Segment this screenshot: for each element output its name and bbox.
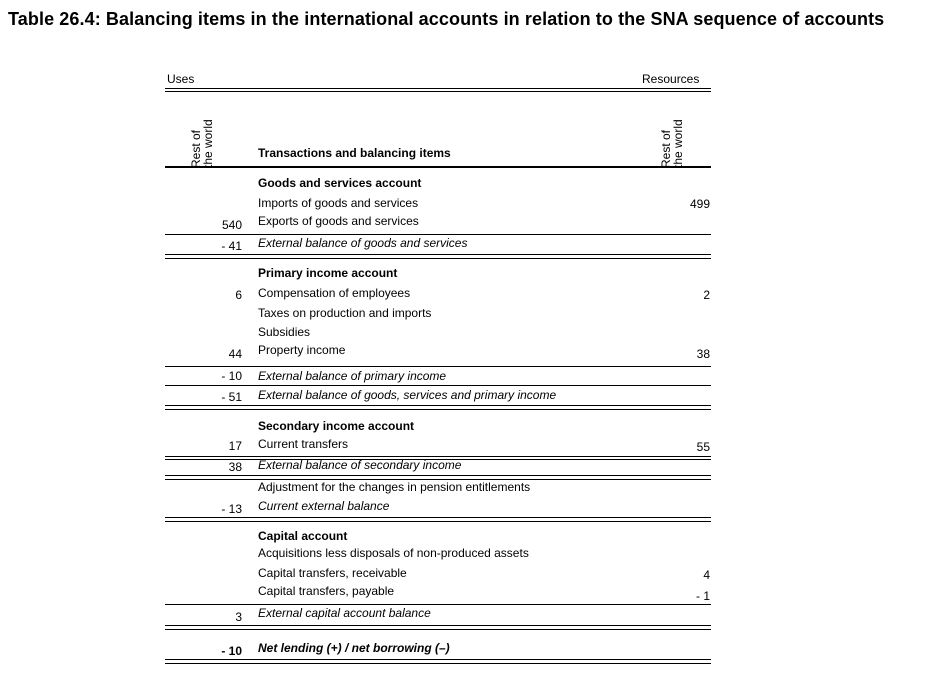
primary-section-heading: Primary income account bbox=[258, 266, 398, 280]
ext-capital-uses-value: 3 bbox=[235, 610, 242, 624]
ext-goods-primary-uses-value: - 51 bbox=[221, 390, 242, 404]
rule bbox=[165, 629, 711, 630]
rule bbox=[165, 475, 711, 476]
goods-section-heading: Goods and services account bbox=[258, 176, 422, 190]
exports-uses-value: 540 bbox=[221, 218, 242, 232]
capital-transfers-payable-label: Capital transfers, payable bbox=[258, 584, 395, 598]
rule bbox=[165, 663, 711, 664]
left-column-header: Rest of the world bbox=[189, 119, 215, 168]
pension-adjustment-label: Adjustment for the changes in pension entitlements bbox=[258, 480, 531, 494]
rule bbox=[165, 625, 711, 626]
property-income-resources-value: 38 bbox=[696, 347, 710, 361]
ext-capital-label: External capital account balance bbox=[258, 606, 431, 620]
compensation-label: Compensation of employees bbox=[258, 286, 411, 300]
right-column-header: Rest of the world bbox=[659, 119, 685, 168]
ext-primary-uses-value: - 10 bbox=[221, 369, 242, 383]
current-transfers-label: Current transfers bbox=[258, 437, 349, 451]
property-income-label: Property income bbox=[258, 343, 346, 357]
current-transfers-resources-value: 55 bbox=[696, 440, 710, 454]
imports-resources-value: 499 bbox=[689, 197, 710, 211]
rule bbox=[165, 254, 711, 255]
exports-label: Exports of goods and services bbox=[258, 214, 419, 228]
rule bbox=[165, 521, 711, 522]
ext-primary-label: External balance of primary income bbox=[258, 369, 447, 383]
capital-transfers-receivable-resources-value: 4 bbox=[703, 568, 710, 582]
rule bbox=[165, 409, 711, 410]
rule bbox=[165, 604, 711, 605]
acquisitions-label: Acquisitions less disposals of non-produced assets bbox=[258, 546, 529, 560]
ext-goods-uses-value: - 41 bbox=[221, 239, 242, 253]
rule bbox=[165, 659, 711, 660]
ext-goods-primary-label: External balance of goods, services and primary income bbox=[258, 388, 557, 402]
secondary-section-heading: Secondary income account bbox=[258, 419, 415, 433]
taxes-label: Taxes on production and imports bbox=[258, 306, 432, 320]
capital-transfers-payable-resources-value: - 1 bbox=[695, 589, 710, 603]
header-rule bbox=[165, 88, 711, 89]
ext-goods-label: External balance of goods and services bbox=[258, 236, 468, 250]
compensation-uses-value: 6 bbox=[235, 288, 242, 302]
ext-secondary-label: External balance of secondary income bbox=[258, 458, 462, 472]
current-transfers-uses-value: 17 bbox=[228, 439, 242, 453]
column-header-rule bbox=[165, 166, 711, 168]
property-income-uses-value: 44 bbox=[228, 347, 242, 361]
current-external-balance-uses-value: - 13 bbox=[221, 502, 242, 516]
header-rule-2 bbox=[165, 91, 711, 92]
current-external-balance-label: Current external balance bbox=[258, 499, 390, 513]
net-lending-uses-value: - 10 bbox=[221, 644, 242, 658]
rule bbox=[165, 456, 711, 457]
rule bbox=[165, 385, 711, 386]
table-title: Table 26.4: Balancing items in the international accounts in relation to the SNA sequence of accounts bbox=[8, 9, 885, 29]
imports-label: Imports of goods and services bbox=[258, 196, 419, 210]
middle-column-header: Transactions and balancing items bbox=[258, 146, 451, 160]
rule bbox=[165, 234, 711, 235]
subsidies-label: Subsidies bbox=[258, 325, 311, 339]
compensation-resources-value: 2 bbox=[703, 288, 710, 302]
capital-transfers-receivable-label: Capital transfers, receivable bbox=[258, 566, 407, 580]
capital-section-heading: Capital account bbox=[258, 529, 348, 543]
rule bbox=[165, 366, 711, 367]
resources-header: Resources bbox=[642, 72, 700, 86]
rule bbox=[165, 405, 711, 406]
rule bbox=[165, 517, 711, 518]
ext-secondary-uses-value: 38 bbox=[228, 460, 242, 474]
net-lending-label: Net lending (+) / net borrowing (–) bbox=[258, 641, 450, 655]
uses-header: Uses bbox=[167, 72, 195, 86]
rule bbox=[165, 258, 711, 259]
